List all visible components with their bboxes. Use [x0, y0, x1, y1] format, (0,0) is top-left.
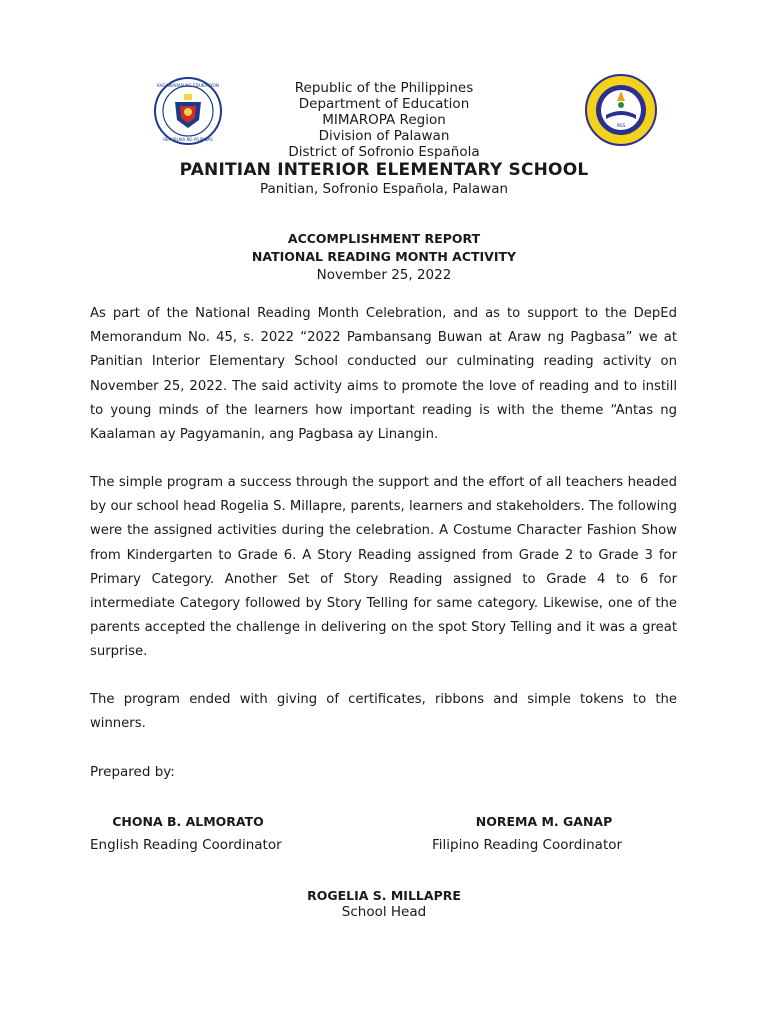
svg-text:KAGAWARAN NG EDUKASYON: KAGAWARAN NG EDUKASYON — [157, 83, 219, 88]
signatory-left-role: English Reading Coordinator — [90, 837, 282, 853]
signatory-right-name: NOREMA M. GANAP — [475, 814, 613, 829]
report-title: ACCOMPLISHMENT REPORT — [287, 231, 481, 246]
paragraph-1: As part of the National Reading Month Celebration, and as to support to the DepEd Memorandum No. 45, s. 2022 “2022 Pambansang Buwan at Araw ng Pagbasa” we at Panitian Interior Elementary School conducted our culminating reading activity on November 25, 2022. The said activity aims to promote the love of reading and to instill to young minds of the learners how important reading is with the theme “Antas ng Kaalaman ay Pagyamanin, ang Pagbasa ay Linangin. — [90, 306, 677, 443]
paragraph-3: The program ended with giving of certificates, ribbons and simple tokens to the winners. — [90, 692, 677, 732]
paragraph-2: The simple program a success through the support and the effort of all teachers headed by our school head Rogelia S. Millapre, parents, learners and stakeholders. The following were the assigned activities during the celebration. A Costume Character Fashion Show from Kindergarten to Grade 6. A Story Reading assigned from Grade 2 to Grade 3 for Primary Category. Another Set of Story Reading assigned to Grade 4 to 6 for intermediate Category followed by Story Telling for same category. Likewise, one of the parents accepted the challenge in delivering on the spot Story Telling and it was a great surprise. — [90, 475, 677, 660]
header-department: Department of Education — [298, 96, 470, 112]
header-division: Division of Palawan — [318, 128, 450, 144]
header-district: District of Sofronio Española — [288, 144, 480, 160]
header-region: MIMAROPA Region — [322, 112, 446, 128]
svg-text:PIES: PIES — [616, 123, 626, 128]
signatory-right-role: Filipino Reading Coordinator — [432, 837, 623, 853]
prepared-by-label: Prepared by: — [90, 764, 175, 780]
signatory-head-role: School Head — [341, 904, 427, 920]
signatory-head-name: ROGELIA S. MILLAPRE — [307, 888, 461, 903]
school-name: PANITIAN INTERIOR ELEMENTARY SCHOOL — [179, 160, 589, 180]
header-republic: Republic of the Philippines — [294, 80, 474, 96]
svg-text:REPUBLIKA NG PILIPINAS: REPUBLIKA NG PILIPINAS — [163, 137, 213, 142]
school-address: Panitian, Sofronio Española, Palawan — [259, 181, 509, 197]
report-subtitle: NATIONAL READING MONTH ACTIVITY — [251, 249, 517, 264]
report-date: November 25, 2022 — [316, 267, 452, 283]
signatory-left-name: CHONA B. ALMORATO — [112, 814, 264, 829]
